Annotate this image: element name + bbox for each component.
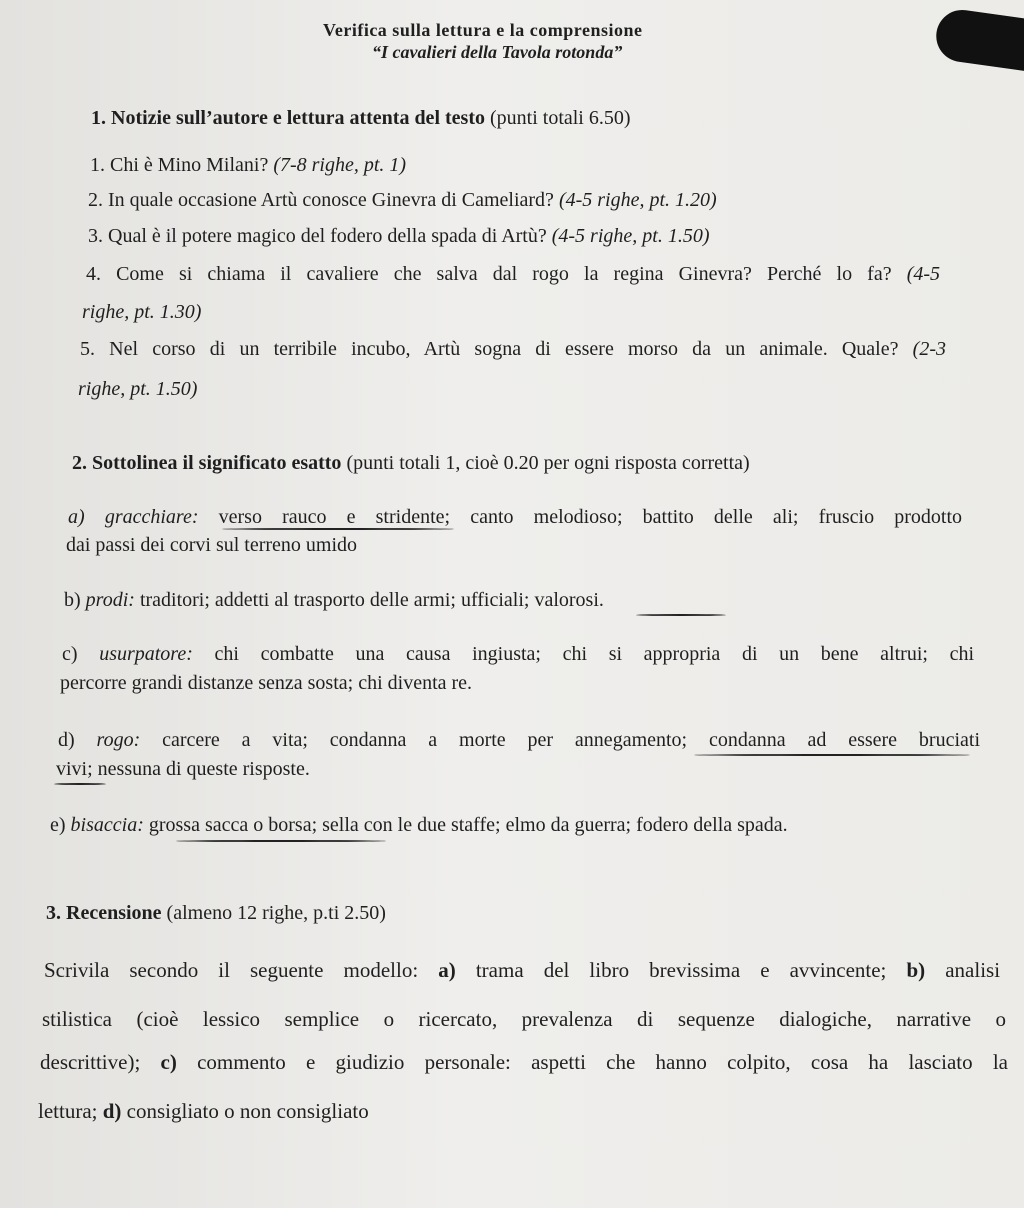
review-line-4: lettura; d) consigliato o non consigliato (38, 1099, 369, 1123)
question-1: 1. Chi è Mino Milani? (7-8 righe, pt. 1) (90, 154, 407, 176)
question-4: 4. Come si chiama il cavaliere che salva dal rogo la regina Ginevra? Perché lo fa? (4-5 (86, 263, 941, 285)
underline-b (636, 614, 726, 616)
page-title: Verifica sulla lettura e la comprensione (323, 20, 643, 40)
review-line-3: descrittive); c) commento e giudizio personale: aspetti che hanno colpito, cosa ha lasciato la (40, 1050, 1009, 1074)
question-5-note: righe, pt. 1.50) (78, 378, 198, 400)
question-4-note: righe, pt. 1.30) (82, 301, 202, 323)
underline-a (222, 528, 454, 530)
item-c-cont: percorre grandi distanze senza sosta; chi diventa re. (60, 672, 473, 694)
item-c: c) usurpatore: chi combatte una causa ingiusta; chi si appropria di un bene altrui; chi (62, 643, 975, 665)
item-d: d) rogo: carcere a vita; condanna a morte per annegamento; condanna ad essere bruciati (58, 729, 980, 751)
question-2: 2. In quale occasione Artù conosce Ginevra di Cameliard? (4-5 righe, pt. 1.20) (88, 189, 717, 211)
section1-heading: 1. Notizie sull’autore e lettura attenta del testo (punti totali 6.50) (91, 107, 631, 129)
question-5: 5. Nel corso di un terribile incubo, Artù sogna di essere morso da un animale. Quale? (2-3 (80, 338, 946, 360)
review-line-1: Scrivila secondo il seguente modello: a) trama del libro brevissima e avvincente; b) analisi (44, 958, 1001, 982)
item-d-cont: vivi; nessuna di queste risposte. (56, 758, 310, 780)
item-a-cont: dai passi dei corvi sul terreno umido (66, 534, 358, 556)
review-line-2: stilistica (cioè lessico semplice o ricercato, prevalenza di sequenze dialogiche, narrative o (42, 1007, 1006, 1031)
section2-heading: 2. Sottolinea il significato esatto (punti totali 1, cioè 0.20 per ogni risposta corretta) (72, 452, 750, 474)
underline-d1 (694, 754, 970, 756)
underline-e (176, 840, 386, 842)
section3-heading: 3. Recensione (almeno 12 righe, p.ti 2.50) (46, 902, 386, 924)
item-b: b) prodi: traditori; addetti al trasporto delle armi; ufficiali; valorosi. (64, 589, 604, 611)
page-subtitle: “I cavalieri della Tavola rotonda” (372, 42, 623, 62)
item-a: a) gracchiare: verso rauco e stridente; canto melodioso; battito delle ali; fruscio prodotto (68, 506, 963, 528)
item-e: e) bisaccia: grossa sacca o borsa; sella con le due staffe; elmo da guerra; fodero della spada. (50, 814, 788, 836)
underline-d2 (54, 783, 106, 785)
question-3: 3. Qual è il potere magico del fodero della spada di Artù? (4-5 righe, pt. 1.50) (88, 225, 710, 247)
